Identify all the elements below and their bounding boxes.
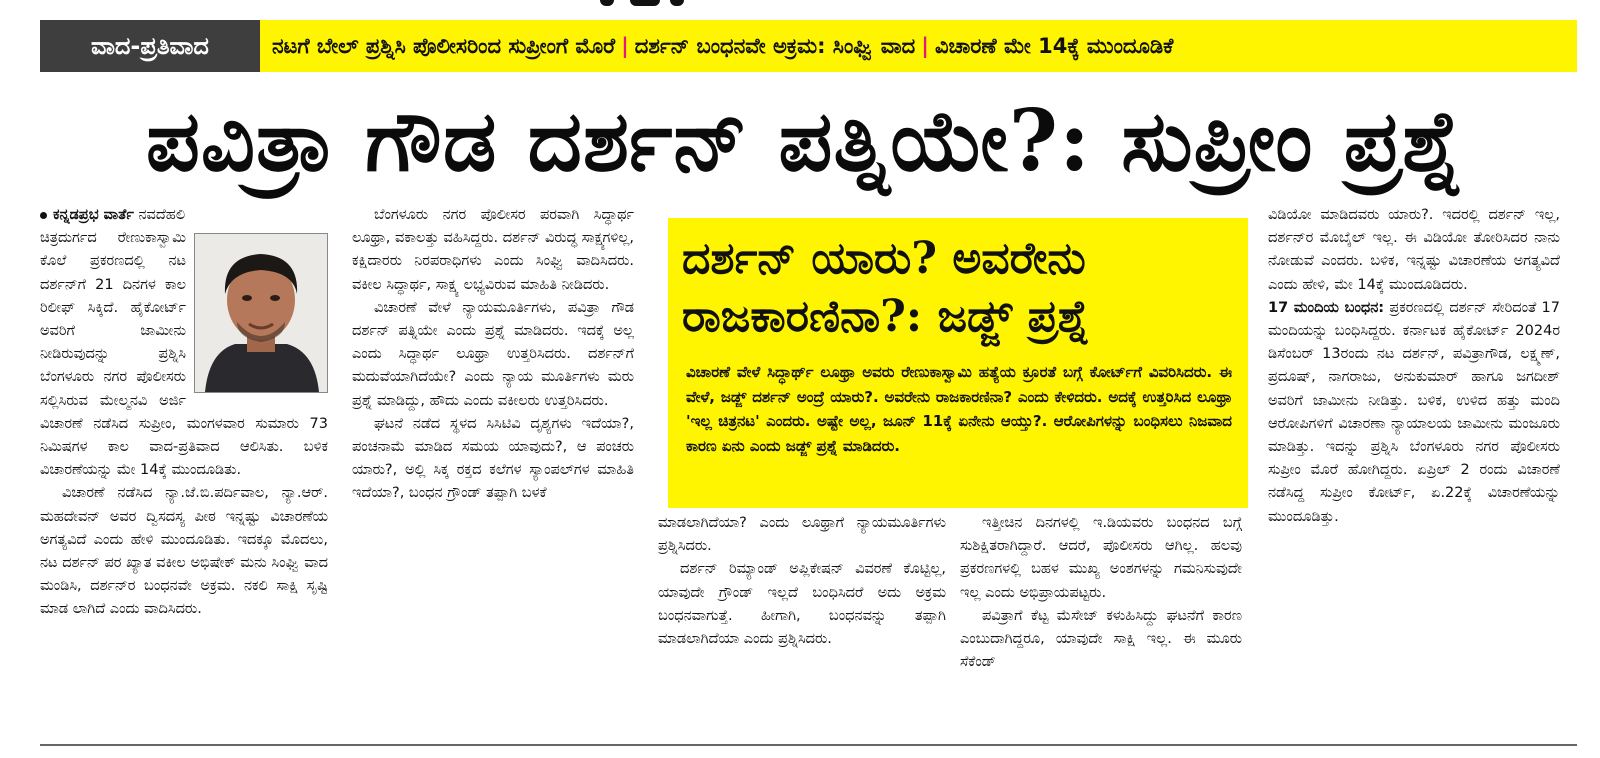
paragraph: ವಿಚಾರಣೆ ನಡೆಸಿದ ನ್ಯಾ.ಜೆ.ಬಿ.ಪರ್ದಿವಾಲ, ನ್ಯಾ.ಆರ್. ಮಹದೇವನ್ ಅವರ ದ್ವಿಸದಸ್ಯ ಪೀಠ ಇನ್ನಷ್ಟು ವಿಚಾರಣೆಯ ಅಗತ್ಯವಿದೆ ಎಂದು ಹೇಳಿ ಮುಂದೂಡಿತು. ಇದಕ್ಕೂ ಮೊದಲು, ನಟ ದರ್ಶನ್ ಪರ ಖ್ಯಾತ ವಕೀಲ ಅಭಿಷೇಕ್ ಮನು ಸಿಂಘ್ವಿ ವಾದ ಮಂಡಿಸಿ, ದರ್ಶನ್‌ರ ಬಂಧನವೇ ಅಕ್ರಮ. ನಕಲಿ ಸಾಕ್ಷಿ ಸೃಷ್ಟಿ ಮಾಡ ಲಾಗಿದೆ ಎಂದು ವಾದಿಸಿದರು. — [40, 485, 328, 618]
topic-point-3: ವಿಚಾರಣೆ ಮೇ 14ಕ್ಕೆ ಮುಂದೂಡಿಕೆ — [934, 33, 1174, 58]
article-column-2 — [352, 204, 634, 726]
paragraph: ವಿಚಾರಣೆ ವೇಳೆ ನ್ಯಾಯಮೂರ್ತಿಗಳು, ಪವಿತ್ರಾ ಗೌಡ ದರ್ಶನ್ ಪತ್ನಿಯೇ ಎಂದು ಪ್ರಶ್ನೆ ಮಾಡಿದರು. ಇದಕ್ಕೆ ಅಲ್ಲ ಎಂದು ಸಿದ್ಧಾರ್ಥ ಲೂಥ್ರಾ ಉತ್ತರಿಸಿದರು. ದರ್ಶನ್‌ಗೆ ಮದುವೆಯಾಗಿದೆಯೇ? ಎಂದು ನ್ಯಾಯ ಮೂರ್ತಿಗಳು ಮರು ಪ್ರಶ್ನೆ ಮಾಡಿದ್ದು, ಹೌದು ಎಂದು ವಕೀಲರು ಉತ್ತರಿಸಿದರು. — [352, 299, 634, 409]
paragraph: ದರ್ಶನ್ ರಿಮ್ಯಾಂಡ್ ಅಪ್ಲಿಕೇಷನ್ ವಿವರಣೆ ಕೊಟ್ಟಿಲ್ಲ, ಯಾವುದೇ ಗ್ರೌಂಡ್ ಇಲ್ಲದೆ ಬಂಧಿಸಿದರೆ ಅದು ಅಕ್ರಮ ಬಂಧನವಾಗುತ್ತೆ. ಹೀಗಾಗಿ, ಬಂಧನವನ್ನು ತಪ್ಪಾಗಿ ಮಾಡಲಾಗಿದೆಯಾ ಎಂದು ಪ್ರಶ್ನಿಸಿದರು. — [658, 561, 946, 648]
topic-bar — [40, 20, 1577, 72]
paragraph: ಚಿತ್ರದುರ್ಗದ ರೇಣುಕಾಸ್ವಾಮಿ ಕೊಲೆ ಪ್ರಕರಣದಲ್ಲಿ ನಟ ದರ್ಶನ್‌ಗೆ 21 ದಿನಗಳ ಕಾಲ ರಿಲೀಫ್ ಸಿಕ್ಕಿದೆ. ಹೈಕೋರ್ಟ್ ಅವರಿಗೆ ಜಾಮೀನು ನೀಡಿರುವುದನ್ನು ಪ್ರಶ್ನಿಸಿ ಬೆಂಗಳೂರು ನಗರ ಪೊಲೀಸರು ಸಲ್ಲಿಸಿರುವ ಮೇಲ್ಮನವಿ ಅರ್ಜಿ ವಿಚಾರಣೆ ನಡೆಸಿದ ಸುಪ್ರೀಂ, ಮಂಗಳವಾರ ಸುಮಾರು 73 ನಿಮಿಷಗಳ ಕಾಲ ವಾದ-ಪ್ರತಿವಾದ ಆಲಿಸಿತು. ಬಳಿಕ ವಿಚಾರಣೆಯನ್ನು ಮೇ 14ಕ್ಕೆ ಮುಂದೂಡಿತು. — [40, 230, 328, 479]
paragraph: ಪವಿತ್ರಾಗೆ ಕೆಟ್ಟ ಮೆಸೇಜ್ ಕಳುಹಿಸಿದ್ದು ಘಟನೆಗೆ ಕಾರಣ ಎಂಬುದಾಗಿದ್ದರೂ, ಯಾವುದೇ ಸಾಕ್ಷಿ ಇಲ್ಲ. ಈ ಮೂರು ಸೆಕೆಂಡ್ — [960, 607, 1242, 671]
masthead-remnant — [560, 0, 760, 8]
article-column-4 — [960, 512, 1242, 726]
paragraph: ಬೆಂಗಳೂರು ನಗರ ಪೊಲೀಸರ ಪರವಾಗಿ ಸಿದ್ಧಾರ್ಥ ಲೂಥ್ರಾ, ವಕಾಲತ್ತು ವಹಿಸಿದ್ದರು. ದರ್ಶನ್ ವಿರುದ್ಧ ಸಾಕ್ಷ್ಯಗಳಿಲ್ಲ, ಕಕ್ಷಿದಾರರು ನಿರಪರಾಧಿಗಳು ಎಂದು ಸಿಂಘ್ವಿ ವಾದಿಸಿದರು. ವಕೀಲ ಸಿದ್ಧಾರ್ಥ, ಸಾಕ್ಷ್ಯ ಲಭ್ಯವಿರುವ ಮಾಹಿತಿ ನೀಡಿದರು. — [352, 207, 634, 293]
bullet-icon — [40, 212, 47, 219]
portrait-photo — [194, 233, 328, 393]
article-column-5 — [1268, 204, 1560, 726]
topic-separator: | — [921, 34, 929, 58]
topic-label: ವಾದ-ಪ್ರತಿವಾದ — [40, 20, 260, 72]
paragraph: ಇತ್ತೀಚಿನ ದಿನಗಳಲ್ಲಿ ಇ.ಡಿಯವರು ಬಂಧನದ ಬಗ್ಗೆ ಸುಶಿಕ್ಷಿತರಾಗಿದ್ದಾರೆ. ಆದರೆ, ಪೊಲೀಸರು ಆಗಿಲ್ಲ. ಹಲವು ಪ್ರಕರಣಗಳಲ್ಲಿ ಬಹಳ ಮುಖ್ಯ ಅಂಶಗಳನ್ನು ಗಮನಿಸುವುದೇ ಇಲ್ಲ ಎಂದು ಅಭಿಪ್ರಾಯಪಟ್ಟರು. — [960, 515, 1242, 601]
portrait-image — [195, 234, 327, 392]
topic-point-2: ದರ್ಶನ್ ಬಂಧನವೇ ಅಕ್ರಮ: ಸಿಂಘ್ವಿ ವಾದ — [634, 33, 916, 58]
paragraph: ಘಟನೆ ನಡೆದ ಸ್ಥಳದ ಸಿಸಿಟಿವಿ ದೃಶ್ಯಗಳು ಇದೆಯಾ?, ಪಂಚನಾಮೆ ಮಾಡಿದ ಸಮಯ ಯಾವುದು?, ಆ ಪಂಚರು ಯಾರು?, ಅಲ್ಲಿ ಸಿಕ್ಕ ರಕ್ತದ ಕಲೆಗಳ ಸ್ಯಾಂಪಲ್‌ಗಳ ಮಾಹಿತಿ ಇದೆಯಾ?, ಬಂಧನ ಗ್ರೌಂಡ್ ತಪ್ಪಾಗಿ ಬಳಕೆ — [352, 415, 634, 502]
bottom-rule — [40, 744, 1577, 746]
article-column-3 — [658, 512, 946, 726]
paragraph-with-subhead — [1268, 297, 1560, 529]
topic-point-1: ನಟಗೆ ಬೇಲ್ ಪ್ರಶ್ನಿಸಿ ಪೊಲೀಸರಿಂದ ಸುಪ್ರೀಂಗೆ ಮೊರೆ — [272, 33, 616, 58]
box-text: ವಿಚಾರಣೆ ವೇಳೆ ಸಿದ್ಧಾರ್ಥ್ ಲೂಥ್ರಾ ಅವರು ರೇಣುಕಾಸ್ವಾಮಿ ಹತ್ಯೆಯ ಕ್ರೂರತೆ ಬಗ್ಗೆ ಕೋರ್ಟ್‌ಗೆ ವಿವರಿಸಿದರು. ಈ ವೇಳೆ, ಜಡ್ಜ್ ದರ್ಶನ್ ಅಂದ್ರೆ ಯಾರು?. ಅವರೇನು ರಾಜಕಾರಣಿನಾ? ಎಂದು ಕೇಳಿದರು. ಅದಕ್ಕೆ ಉತ್ತರಿಸಿದ ಲೂಥ್ರಾ 'ಇಲ್ಲ ಚಿತ್ರನಟ' ಎಂದರು. ಅಷ್ಟೇ ಅಲ್ಲ, ಜೂನ್ 11ಕ್ಕೆ ಏನೇನು ಆಯ್ತು?. ಆರೋಪಿಗಳನ್ನು ಬಂಧಿಸಲು ನಿಜವಾದ ಕಾರಣ ಏನು ಎಂದು ಜಡ್ಜ್ ಪ್ರಶ್ನೆ ಮಾಡಿದರು. — [686, 363, 1232, 455]
byline-place: ನವದೆಹಲಿ — [138, 207, 186, 223]
paragraph: ಮಾಡಲಾಗಿದೆಯಾ? ಎಂದು ಲೂಥ್ರಾಗೆ ನ್ಯಾಯಮೂರ್ತಿಗಳು ಪ್ರಶ್ನಿಸಿದರು. — [658, 515, 946, 555]
topic-separator: | — [621, 34, 629, 58]
article-column-1 — [40, 204, 328, 726]
main-headline: ಪವಿತ್ರಾ ಗೌಡ ದರ್ಶನ್ ಪತ್ನಿಯೇ?: ಸುಪ್ರೀಂ ಪ್ರಶ್ನೆ — [145, 91, 1465, 190]
paragraph: ವಿಡಿಯೋ ಮಾಡಿದವರು ಯಾರು?. ಇದರಲ್ಲಿ ದರ್ಶನ್ ಇಲ್ಲ, ದರ್ಶನ್‌ರ ಮೊಬೈಲ್ ಇಲ್ಲ. ಈ ವಿಡಿಯೋ ತೋರಿಸಿದರ ನಾನು ನೋಡುವೆ ಎಂದರು. ಬಳಿಕ, ಇನ್ನಷ್ಟು ವಿಚಾರಣೆಯ ಅಗತ್ಯವಿದೆ ಎಂದು ಹೇಳಿ, ಮೇ 14ಕ್ಕೆ ಮುಂದೂಡಿದರು. — [1268, 207, 1560, 293]
box-heading: ದರ್ಶನ್ ಯಾರು? ಅವರೇನು ರಾಜಕಾರಣಿನಾ?: ಜಡ್ಜ್ ಪ್ರಶ್ನೆ — [682, 233, 1090, 342]
highlight-box — [668, 218, 1248, 508]
paragraph: ಪ್ರಕರಣದಲ್ಲಿ ದರ್ಶನ್ ಸೇರಿದಂತೆ 17 ಮಂದಿಯನ್ನು ಬಂಧಿಸಿದ್ದರು. ಕರ್ನಾಟಕ ಹೈಕೋರ್ಟ್ 2024ರ ಡಿಸೆಂಬರ್ 13ರಂದು ನಟ ದರ್ಶನ್, ಪವಿತ್ರಾಗೌಡ, ಲಕ್ಷ್ಮಣ್, ಪ್ರದೂಷ್, ನಾಗರಾಜು, ಅನುಕುಮಾರ್ ಹಾಗೂ ಜಗದೀಶ್ ಅವರಿಗೆ ಜಾಮೀನು ನೀಡಿತ್ತು. ಬಳಿಕ, ಉಳಿದ ಹತ್ತು ಮಂದಿ ಆರೋಪಿಗಳಿಗೆ ವಿಚಾರಣಾ ನ್ಯಾಯಾಲಯ ಜಾಮೀನು ಮಂಜೂರು ಮಾಡಿತ್ತು. ಇದನ್ನು ಪ್ರಶ್ನಿಸಿ ಬೆಂಗಳೂರು ನಗರ ಪೊಲೀಸರು ಸುಪ್ರೀಂ ಮೊರೆ ಹೋಗಿದ್ದರು. ಏಪ್ರಿಲ್ 2 ರಂದು ವಿಚಾರಣೆ ನಡೆಸಿದ್ದ ಸುಪ್ರೀಂ ಕೋರ್ಟ್, ಏ.22ಕ್ಕೆ ವಿಚಾರಣೆಯನ್ನು ಮುಂದೂಡಿತ್ತು. — [1268, 299, 1560, 525]
byline-agency: ಕನ್ನಡಪ್ರಭ ವಾರ್ತೆ — [53, 207, 134, 223]
topic-points — [272, 20, 1567, 72]
subheading: 17 ಮಂದಿಯ ಬಂಧನ: — [1268, 299, 1385, 316]
byline — [40, 204, 328, 227]
